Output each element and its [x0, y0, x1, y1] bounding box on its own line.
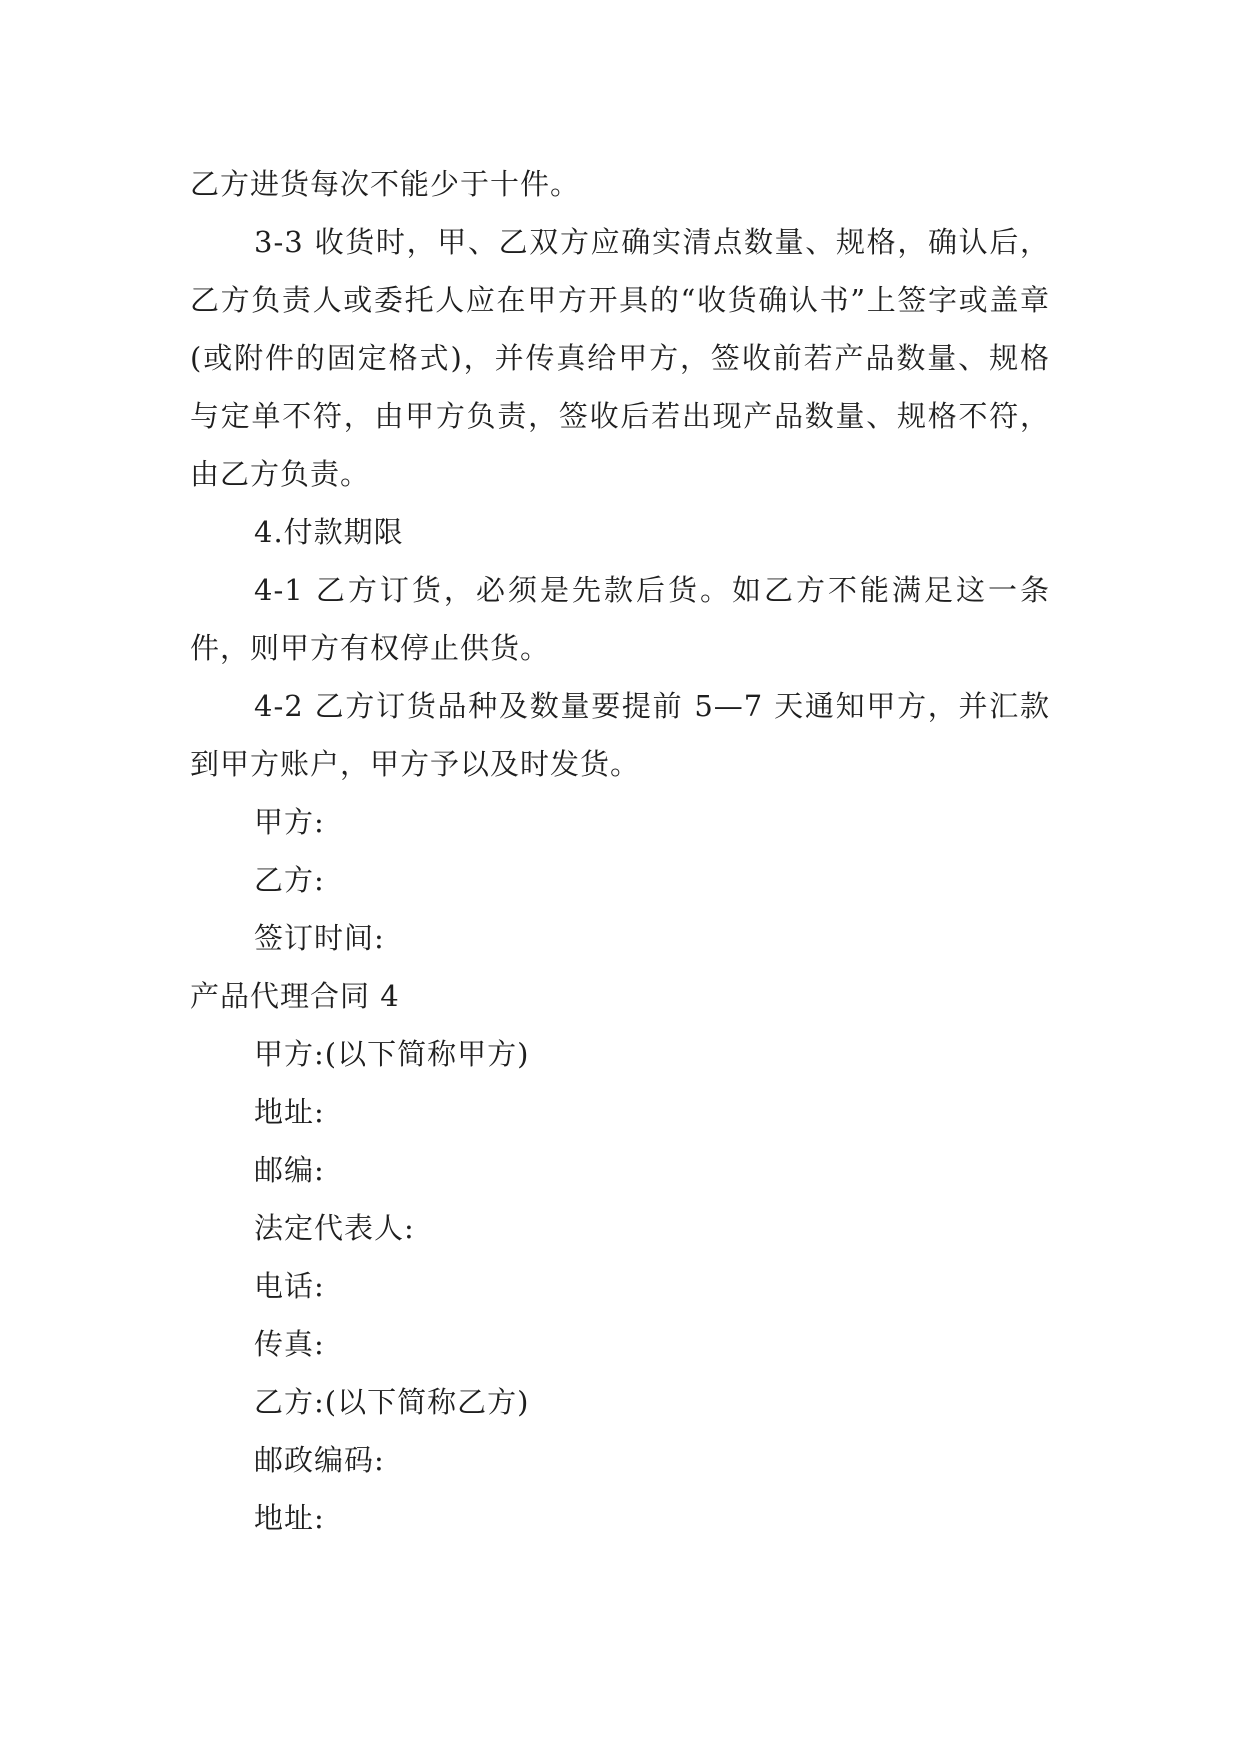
signature-date: 签订时间:	[254, 921, 385, 955]
field-party-b-postal-code: 邮政编码:	[254, 1443, 385, 1477]
paragraph-clause-3-3: 3-3 收货时，甲、乙双方应确实清点数量、规格，确认后，乙方负责人或委托人应在甲方开具的“收货确认书”上签字或盖章(或附件的固定格式)，并传真给甲方，签收前若产品数量、规格与定单不符，由甲方负责，签收后若出现产品数量、规格不符，由乙方负责。	[190, 225, 1050, 491]
field-legal-representative: 法定代表人:	[254, 1211, 415, 1245]
paragraph-clause-4-2: 4-2 乙方订货品种及数量要提前 5—7 天通知甲方，并汇款到甲方账户，甲方予以及时发货。	[190, 689, 1050, 781]
field-party-b-address: 地址:	[254, 1501, 325, 1535]
field-party-a-postcode: 邮编:	[254, 1153, 325, 1187]
field-fax: 传真:	[254, 1327, 325, 1361]
field-party-a: 甲方:(以下简称甲方)	[254, 1037, 530, 1071]
paragraph-clause-4-1: 4-1 乙方订货，必须是先款后货。如乙方不能满足这一条件，则甲方有权停止供货。	[190, 573, 1050, 665]
signature-party-a: 甲方:	[254, 805, 325, 839]
paragraph-order-minimum: 乙方进货每次不能少于十件。	[190, 167, 581, 201]
field-party-a-address: 地址:	[254, 1095, 325, 1129]
document-body	[190, 155, 1050, 1547]
field-party-b: 乙方:(以下简称乙方)	[254, 1385, 530, 1419]
signature-party-b: 乙方:	[254, 863, 325, 897]
section-heading-payment-terms: 4.付款期限	[254, 515, 404, 549]
contract-title: 产品代理合同 4	[190, 979, 400, 1013]
field-phone: 电话:	[254, 1269, 325, 1303]
